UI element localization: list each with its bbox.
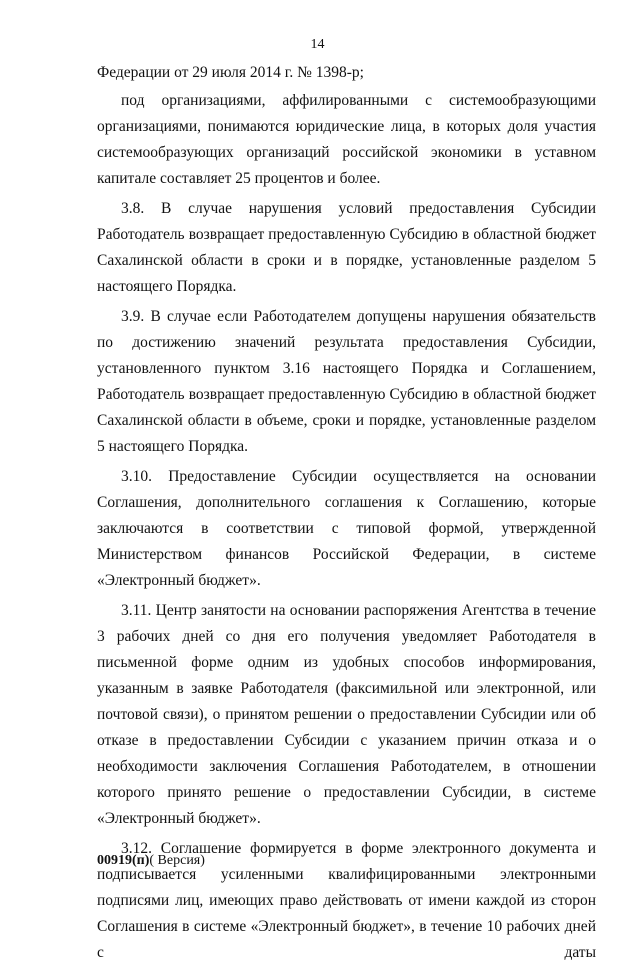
document-body bbox=[97, 60, 596, 970]
paragraph-affiliated-definition: под организациями, аффилированными с системообразующими организациями, понимаются юридические лица, в которых доля участия системообразующих организаций российской экономики в уставном капитале составляет 25 процентов и более. bbox=[97, 92, 596, 187]
paragraph-3-10: 3.10. Предоставление Субсидии осуществляется на основании Соглашения, дополнительного соглашения к Соглашению, которые заключаются в соответствии с типовой формой, утвержденной Министерством финансов Российской Федерации, в системе «Электронный бюджет». bbox=[97, 468, 596, 589]
document-code: 00919(п) bbox=[97, 853, 150, 868]
page-number: 14 bbox=[310, 37, 325, 52]
paragraph-3-12: 3.12. Соглашение формируется в форме электронного документа и подписывается усиленными квалифицированными электронными подписями лиц, имеющих право действовать от имени каждой из сторон Соглашения в системе «Электронный бюджет», в течение 10 рабочих дней с даты bbox=[97, 840, 596, 961]
paragraph-3-8: 3.8. В случае нарушения условий предоставления Субсидии Работодатель возвращает предоставленную Субсидию в областной бюджет Сахалинской области в сроки и в порядке, установленные разделом 5 настоящего Порядка. bbox=[97, 200, 596, 295]
paragraph-3-11: 3.11. Центр занятости на основании распоряжения Агентства в течение 3 рабочих дней со дня его получения уведомляет Работодателя в письменной форме одним из удобных способов информирования, указанным в заявке Работодателя (факсимильной или электронной, или почтовой связи), о принятом решении о предоставлении Субсидии или об отказе в предоставлении Субсидии с указанием причин отказа и о необходимости заключения Соглашения Работодателем, в отношении которого принято решение о предоставлении Субсидии, в системе «Электронный бюджет». bbox=[97, 602, 596, 827]
document-footer bbox=[97, 852, 205, 870]
document-version: ( Версия) bbox=[149, 853, 205, 868]
paragraph-3-9: 3.9. В случае если Работодателем допущены нарушения обязательств по достижению значений результата предоставления Субсидии, установленного пунктом 3.16 настоящего Порядка и Соглашением, Работодатель возвращает предоставленную Субсидию в областной бюджет Сахалинской области в объеме, сроки и порядке, установленные разделом 5 настоящего Порядка. bbox=[97, 308, 596, 455]
paragraph-continuation: Федерации от 29 июля 2014 г. № 1398-р; bbox=[97, 64, 364, 81]
